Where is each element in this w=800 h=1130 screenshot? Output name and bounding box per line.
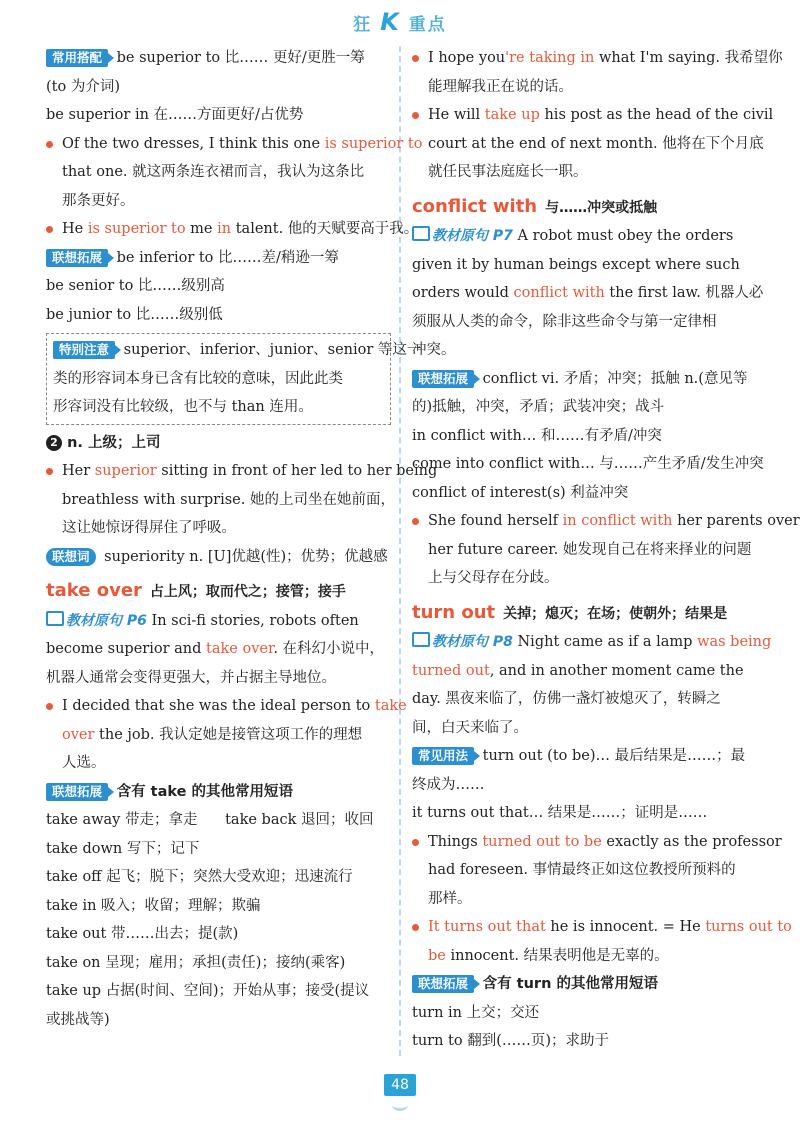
- book-icon: [46, 611, 64, 626]
- bullet-icon: [46, 703, 53, 710]
- phrase-conflict-with: conflict with 与……冲突或抵触: [412, 195, 658, 217]
- header-k-logo: K: [380, 8, 401, 36]
- right-column: I hope you're taking in what I'm saying. 我希望你 能理解我正在说的话。 He will take up his post as the head of the civil court at the end of next month. 他将在下个月底 就任民事法庭庭长一职。 conflict with 与……冲突或抵触 教材原句 P7 A robot must obey the orders given it by human beings except where such orders would conflict with the first law. 机器人必 须服从人类的命令，除非这些命令与第一定律相 冲突。 联想拓展 conflict vi. 矛盾；冲突；抵触 n.(意见等 的)抵触，冲突，矛盾；武装冲突；战斗 in conflict with… 和……有矛盾/冲突 come into conflict with… 与……产生矛盾/发生冲突 conflict of interest(s) 利益冲突 She found herself in conflict with her parents over her future career. 她发现自己在将来择业的问题 上与父母存在分歧。 turn out 关掉；熄灭；在场；使朝外；结果是 教材原句 P8 Night came as if a lamp was being turned out, and in another moment came the day. 黑夜来临了，仿佛一盏灯被熄灭了，转瞬之 间，白天来临了。 常见用法 turn out (to be)… 最后结果是……；最 终成为…… it turns out that… 结果是……；证明是…… Things turned out to be exactly as the professor had foreseen. 事情最终正如这位教授所预料的 那样。 It turns out that he is innocent. = He turns out to be innocent. 结果表明他是无辜的。 联想拓展 含有 turn 的其他常用短语 turn in 上交；交还 turn to 翻到(……页)；求助于: [412, 44, 757, 1056]
- book-icon: [412, 226, 430, 241]
- example: I decided that she was the ideal person to take over the job. 我认定她是接管这项工作的理想 人选。: [46, 692, 391, 778]
- bullet-icon: [46, 468, 53, 475]
- page-number: 48: [384, 1074, 416, 1096]
- example: Of the two dresses, I think this one is superior to that one. 就这两条连衣裙而言，我认为这条比 那条更好。: [46, 130, 391, 216]
- tag-common-usage: 常见用法: [412, 747, 474, 765]
- source-label: 教材原句 P6: [66, 612, 147, 629]
- example: He will take up his post as the head of the civil court at the end of next month. 他将在下个月底 就任民事法庭庭长一职。: [412, 101, 757, 187]
- header-right: 重点: [408, 15, 447, 35]
- book-icon: [412, 632, 430, 647]
- header-left: 狂: [353, 15, 373, 35]
- left-column: 常用搭配 be superior to 比…… 更好/更胜一筹 (to 为介词) be superior in 在……方面更好/占优势 Of the two dresses, I think this one is superior to that one. 就这两条连衣裙而言，我认为这条比 那条更好。 He is superior to me in talent. 他的天赋要高于我。 联想拓展 be inferior to 比……差/稍逊一筹 be senior to 比……级别高 be junior to 比……级别低 特别注意 superior、inferior、junior、senior 等这一 类的形容词本身已含有比较的意味，因此此类 形容词没有比较级，也不与 than 连用。 2 n. 上级；上司 Her superior sitting in front of her led to her being breathless with surprise. 她的上司坐在她前面， 这让她惊讶得屏住了呼吸。 联想词 superiority n. [U]优越(性)；优势；优越感 take over 占上风；取而代之；接管；接手 教材原句 P6 In sci-fi stories, robots often become superior and take over. 在科幻小说中， 机器人通常会变得更强大，并占据主导地位。 I decided that she was the ideal person to take over the job. 我认定她是接管这项工作的理想 人选。 联想拓展 含有 take 的其他常用短语 take away 带走；拿走 take back 退回；收回 take down 写下；记下 take off 起飞；脱下；突然大受欢迎；迅速流行 take in 吸入；收留；理解；欺骗 take out 带……出去；提(款) take on 呈现；雇用；承担(责任)；接纳(乘客) take up 占据(时间、空间)；开始从事；接受(提议 或挑战等): [46, 50, 438, 1028]
- bullet-icon: [412, 924, 419, 931]
- bullet-icon: [412, 518, 419, 525]
- example: She found herself in conflict with her parents over her future career. 她发现自己在将来择业的问题 上与父母存在分歧。: [412, 507, 757, 593]
- column-divider: [399, 46, 401, 1056]
- bullet-icon: [412, 112, 419, 119]
- tag-related-word: 联想词: [46, 548, 96, 566]
- bullet-icon: [46, 141, 53, 148]
- phrase-turn-out: turn out 关掉；熄灭；在场；使朝外；结果是: [412, 601, 728, 623]
- phrase-take-over: take over 占上风；取而代之；接管；接手: [46, 580, 346, 601]
- page-ornament-icon: [392, 1100, 408, 1111]
- bullet-icon: [412, 839, 419, 846]
- example: I hope you're taking in what I'm saying. 我希望你 能理解我正在说的话。: [412, 44, 757, 101]
- tag-common-collocation: 常用搭配: [46, 49, 108, 67]
- tag-association: 联想拓展: [46, 249, 108, 267]
- example: Things turned out to be exactly as the professor had foreseen. 事情最终正如这位教授所预料的 那样。: [412, 828, 757, 914]
- tag-association: 联想拓展: [412, 975, 474, 993]
- bullet-icon: [412, 55, 419, 62]
- source-label: 教材原句 P8: [432, 634, 513, 650]
- source-label: 教材原句 P7: [432, 228, 513, 244]
- example: Her superior sitting in front of her led to her being breathless with surprise. 她的上司坐在她前面， 这让她惊讶得屏住了呼吸。: [46, 457, 391, 543]
- sense-heading: 2 n. 上级；上司: [46, 429, 391, 458]
- bullet-icon: [46, 226, 53, 233]
- tag-special-note: 特别注意: [53, 341, 115, 359]
- page-header: [0, 8, 800, 36]
- example: It turns out that he is innocent. = He turns out to be innocent. 结果表明他是无辜的。: [412, 913, 757, 970]
- example: He is superior to me in talent. 他的天赋要高于我。: [46, 215, 391, 244]
- special-note-box: 特别注意 superior、inferior、junior、senior 等这一 类的形容词本身已含有比较的意味，因此此类 形容词没有比较级，也不与 than 连用。: [46, 333, 391, 425]
- sense-number-icon: 2: [46, 435, 62, 451]
- tag-association: 联想拓展: [412, 370, 474, 388]
- tag-association: 联想拓展: [46, 783, 108, 801]
